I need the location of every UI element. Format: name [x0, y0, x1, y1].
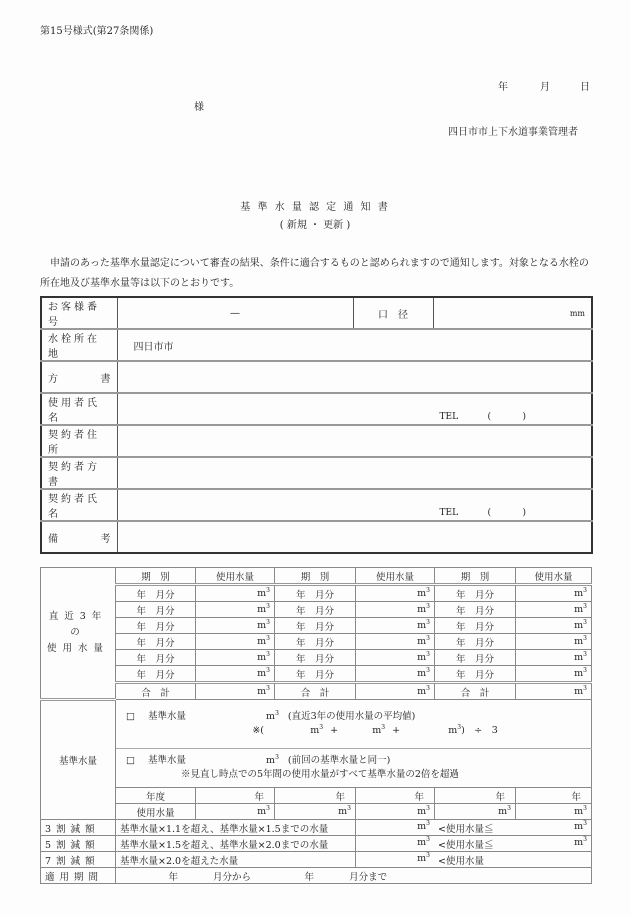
- remarks-label-b: 考: [100, 533, 111, 545]
- contractor-address-field[interactable]: [117, 425, 592, 457]
- checkbox-option-2[interactable]: □: [126, 755, 135, 766]
- fiscal-usage-row: [41, 804, 592, 820]
- usage-table: [40, 567, 592, 884]
- fiscal-usage-label: 使用水量: [116, 804, 196, 820]
- reduction-row: [41, 836, 592, 852]
- cubic-meter-unit: $m^3$: [574, 586, 587, 599]
- reduction-condition: <使用水量: [438, 855, 484, 867]
- contractor-tel-paren-close: ): [522, 508, 527, 518]
- contractor-name-field[interactable]: [117, 489, 592, 521]
- period-from-year: 年: [168, 871, 178, 883]
- period-cell[interactable]: 年 月分: [435, 666, 516, 683]
- cubic-meter-unit: $m^3$: [574, 602, 587, 615]
- usage-cell[interactable]: [196, 602, 275, 618]
- cubic-meter-unit: $m^3$: [498, 804, 511, 817]
- period-cell[interactable]: 年 月分: [275, 650, 356, 666]
- reduction-desc: 基準水量×1.5を超え、基準水量×2.0までの水量: [116, 836, 356, 852]
- address-detail-row: [41, 361, 592, 393]
- contractor-tel-label: TEL: [439, 508, 459, 518]
- reduction-row: [41, 820, 592, 836]
- usage-cell[interactable]: [356, 634, 435, 650]
- period-row: [41, 868, 592, 884]
- usage-row: [41, 650, 592, 666]
- period-cell[interactable]: 年 月分: [435, 585, 516, 602]
- contractor-detail-row: [41, 457, 592, 489]
- document-subtitle: ( 新規 ・ 更新 ): [279, 220, 351, 231]
- usage-row: [41, 585, 592, 602]
- usage-row: [41, 618, 592, 634]
- usage-cell[interactable]: [516, 650, 592, 666]
- location-label: 水栓所在地: [41, 329, 117, 361]
- usage-row: [41, 602, 592, 618]
- usage-cell[interactable]: [516, 634, 592, 650]
- address-detail-label-b: 書: [100, 373, 111, 385]
- contractor-address-label: 契約者住所: [41, 425, 117, 457]
- opt2-note: (前回の基準水量と同一): [287, 755, 391, 766]
- opt1-note: (直近3年の使用水量の平均値): [287, 711, 416, 722]
- reduction-label: 7 割 減 額: [41, 852, 116, 868]
- fiscal-usage-cell[interactable]: [275, 804, 356, 820]
- cubic-meter-unit: $m^3$: [266, 709, 279, 722]
- contractor-name-label: 契約者氏名: [41, 489, 117, 521]
- usage-cell[interactable]: [516, 585, 592, 602]
- cubic-meter-unit: $m^3$: [257, 684, 270, 697]
- customer-no-field[interactable]: —: [117, 297, 353, 329]
- usage-cell[interactable]: [196, 618, 275, 634]
- caliber-unit: mm: [569, 308, 585, 318]
- cubic-meter-unit: $m^3$: [574, 634, 587, 647]
- period-to-year: 年: [304, 871, 315, 883]
- addressee-suffix: 様: [194, 102, 204, 113]
- cubic-meter-unit: $m^3$: [257, 804, 270, 817]
- opt2-subnote: ※見直し時点での5年間の使用水量がすべて基準水量の2倍を超過: [181, 769, 459, 780]
- recent-usage-label: [41, 568, 116, 700]
- cubic-meter-unit: $m^3$: [257, 602, 270, 615]
- cubic-meter-unit: $m^3$: [417, 666, 430, 679]
- contractor-name-row: [41, 489, 592, 521]
- cubic-meter-unit: $m^3$: [574, 819, 587, 832]
- period-cell[interactable]: 年 月分: [116, 634, 196, 650]
- user-tel-paren-open: (: [487, 412, 492, 422]
- period-cell[interactable]: 年 月分: [275, 618, 356, 634]
- fiscal-usage-cell[interactable]: [435, 804, 516, 820]
- recent-usage-label-line2: 使用水量: [46, 643, 109, 654]
- plus-sign: +: [330, 725, 339, 736]
- reduction-range[interactable]: [356, 820, 592, 836]
- address-detail-field[interactable]: [117, 361, 592, 393]
- fiscal-usage-cell[interactable]: [196, 804, 275, 820]
- intro-text: 申請のあった基準水量認定について審査の結果、条件に適合するものと認められますので通知します。対象となる水栓の所在地及び基準水量等は以下のとおりです。: [40, 258, 589, 289]
- period-cell[interactable]: 年 月分: [275, 634, 356, 650]
- fiscal-usage-cell[interactable]: [356, 804, 435, 820]
- cubic-meter-unit: $m^3$: [574, 666, 587, 679]
- period-cell[interactable]: 年 月分: [275, 602, 356, 618]
- header-period: 期 別: [116, 568, 196, 585]
- total-label: 合 計: [435, 683, 516, 700]
- period-to-month: 月分まで: [349, 871, 388, 883]
- standard-label: 基準水量: [41, 700, 116, 820]
- reduction-desc: 基準水量×2.0を超えた水量: [116, 852, 356, 868]
- reduction-range[interactable]: [356, 852, 592, 868]
- period-cell[interactable]: 年 月分: [435, 634, 516, 650]
- usage-cell[interactable]: [356, 602, 435, 618]
- usage-cell[interactable]: [516, 666, 592, 683]
- caliber-field[interactable]: [433, 297, 592, 329]
- address-detail-label: [41, 361, 117, 393]
- total-cell[interactable]: [516, 683, 592, 700]
- cubic-meter-unit: $m^3$: [257, 634, 270, 647]
- date-month: 月: [540, 82, 550, 93]
- reduction-label: 5 割 減 額: [41, 836, 116, 852]
- period-cell[interactable]: 年 月分: [116, 585, 196, 602]
- user-name-row: [41, 393, 592, 425]
- period-cell[interactable]: 年 月分: [275, 585, 356, 602]
- usage-cell[interactable]: [356, 666, 435, 683]
- usage-cell[interactable]: [196, 585, 275, 602]
- period-cell[interactable]: 年 月分: [435, 650, 516, 666]
- opt1-divide-3: ) ÷ 3: [461, 725, 498, 736]
- location-field[interactable]: 四日市市: [117, 329, 592, 361]
- usage-cell[interactable]: [356, 650, 435, 666]
- opt1-label: 基準水量: [148, 711, 187, 722]
- info-table: [40, 296, 593, 554]
- usage-row: [41, 666, 592, 683]
- usage-total-row: [41, 683, 592, 700]
- period-field[interactable]: [116, 868, 592, 884]
- address-detail-label-a: 方: [48, 373, 58, 385]
- form-id: 第15号様式(第27条関係): [40, 26, 154, 37]
- contractor-detail-label: 契約者方書: [41, 457, 117, 489]
- user-tel-paren-close: ): [522, 412, 527, 422]
- cubic-meter-unit: $m^3$: [310, 723, 324, 736]
- fiscal-year-row: [41, 788, 592, 804]
- contractor-detail-field[interactable]: [117, 457, 592, 489]
- period-cell[interactable]: 年 月分: [435, 618, 516, 634]
- cubic-meter-unit: $m^3$: [574, 684, 587, 697]
- usage-row: [41, 634, 592, 650]
- cubic-meter-unit: $m^3$: [372, 723, 386, 736]
- period-from-month: 月分から: [213, 871, 252, 883]
- fiscal-usage-cell[interactable]: [516, 804, 592, 820]
- cubic-meter-unit: $m^3$: [257, 618, 270, 631]
- user-name-field[interactable]: [117, 393, 592, 425]
- usage-cell[interactable]: [516, 602, 592, 618]
- remarks-label-a: 備: [48, 533, 58, 545]
- cubic-meter-unit: $m^3$: [417, 650, 430, 663]
- header-usage: 使用水量: [196, 568, 275, 585]
- cubic-meter-unit: $m^3$: [417, 804, 430, 817]
- customer-row: [41, 297, 592, 329]
- opt1-formula-prefix: ※(: [252, 725, 264, 736]
- remarks-label: [41, 521, 117, 553]
- fiscal-year-cell[interactable]: 年: [435, 788, 516, 804]
- cubic-meter-unit: $m^3$: [417, 602, 430, 615]
- total-cell[interactable]: [196, 683, 275, 700]
- header-period: 期 別: [275, 568, 356, 585]
- date-day: 日: [580, 82, 590, 93]
- header-usage: 使用水量: [356, 568, 435, 585]
- cubic-meter-unit: $m^3$: [574, 650, 587, 663]
- reduction-desc: 基準水量×1.1を超え、基準水量×1.5までの水量: [116, 820, 356, 836]
- period-cell[interactable]: 年 月分: [435, 602, 516, 618]
- cubic-meter-unit: $m^3$: [338, 804, 351, 817]
- cubic-meter-unit: $m^3$: [266, 753, 279, 766]
- usage-cell[interactable]: [356, 585, 435, 602]
- period-label: 適 用 期 間: [41, 868, 116, 884]
- reduction-condition: <使用水量≦: [438, 839, 494, 851]
- usage-cell[interactable]: [196, 650, 275, 666]
- recent-usage-label-line1: 直近3年の: [48, 611, 108, 638]
- location-row: [41, 329, 592, 361]
- cubic-meter-unit: $m^3$: [417, 618, 430, 631]
- cubic-meter-unit: $m^3$: [574, 618, 587, 631]
- cubic-meter-unit: $m^3$: [417, 819, 430, 832]
- header-usage: 使用水量: [516, 568, 592, 585]
- fiscal-year-label: 年度: [116, 788, 196, 804]
- fiscal-year-cell[interactable]: 年: [356, 788, 435, 804]
- period-cell[interactable]: 年 月分: [116, 666, 196, 683]
- period-cell[interactable]: 年 月分: [116, 650, 196, 666]
- fiscal-year-cell[interactable]: 年: [275, 788, 356, 804]
- standard-option-2: [116, 749, 592, 788]
- cubic-meter-unit: $m^3$: [417, 835, 430, 848]
- fiscal-year-cell[interactable]: 年: [516, 788, 592, 804]
- cubic-meter-unit: $m^3$: [417, 634, 430, 647]
- cubic-meter-unit: $m^3$: [574, 835, 587, 848]
- usage-cell[interactable]: [516, 618, 592, 634]
- document-title: 基 準 水 量 認 定 通 知 書: [240, 202, 390, 213]
- plus-sign: +: [392, 725, 401, 736]
- period-cell[interactable]: 年 月分: [116, 602, 196, 618]
- period-cell[interactable]: 年 月分: [116, 618, 196, 634]
- cubic-meter-unit: $m^3$: [417, 684, 430, 697]
- reduction-condition: <使用水量≦: [438, 823, 494, 835]
- user-tel-label: TEL: [439, 412, 459, 422]
- reduction-range[interactable]: [356, 836, 592, 852]
- remarks-field[interactable]: [117, 521, 592, 553]
- cubic-meter-unit: $m^3$: [257, 586, 270, 599]
- contractor-address-row: [41, 425, 592, 457]
- caliber-label: 口 径: [353, 297, 433, 329]
- standard-option-1: [116, 700, 592, 749]
- usage-cell[interactable]: [356, 618, 435, 634]
- cubic-meter-unit: $m^3$: [257, 666, 270, 679]
- issuer: 四日市市上下水道事業管理者: [448, 127, 578, 138]
- total-cell[interactable]: [356, 683, 435, 700]
- usage-cell[interactable]: [196, 634, 275, 650]
- standard-opt1-row: [41, 700, 592, 749]
- period-cell[interactable]: 年 月分: [275, 666, 356, 683]
- customer-no-label: お客様番号: [41, 297, 117, 329]
- reduction-label: 3 割 減 額: [41, 820, 116, 836]
- cubic-meter-unit: $m^3$: [257, 650, 270, 663]
- reduction-row: [41, 852, 592, 868]
- usage-header-row: [41, 568, 592, 585]
- total-label: 合 計: [116, 683, 196, 700]
- header-period: 期 別: [435, 568, 516, 585]
- cubic-meter-unit: $m^3$: [574, 804, 587, 817]
- cubic-meter-unit: $m^3$: [448, 723, 462, 736]
- opt2-label: 基準水量: [148, 755, 187, 766]
- cubic-meter-unit: $m^3$: [417, 586, 430, 599]
- total-label: 合 計: [275, 683, 356, 700]
- contractor-tel-paren-open: (: [487, 508, 492, 518]
- standard-opt2-row: [41, 749, 592, 788]
- date-year: 年: [498, 82, 508, 93]
- cubic-meter-unit: $m^3$: [417, 851, 430, 864]
- fiscal-year-cell[interactable]: 年: [196, 788, 275, 804]
- checkbox-option-1[interactable]: □: [126, 711, 135, 722]
- usage-cell[interactable]: [196, 666, 275, 683]
- user-name-label: 使用者氏名: [41, 393, 117, 425]
- remarks-row: [41, 521, 592, 553]
